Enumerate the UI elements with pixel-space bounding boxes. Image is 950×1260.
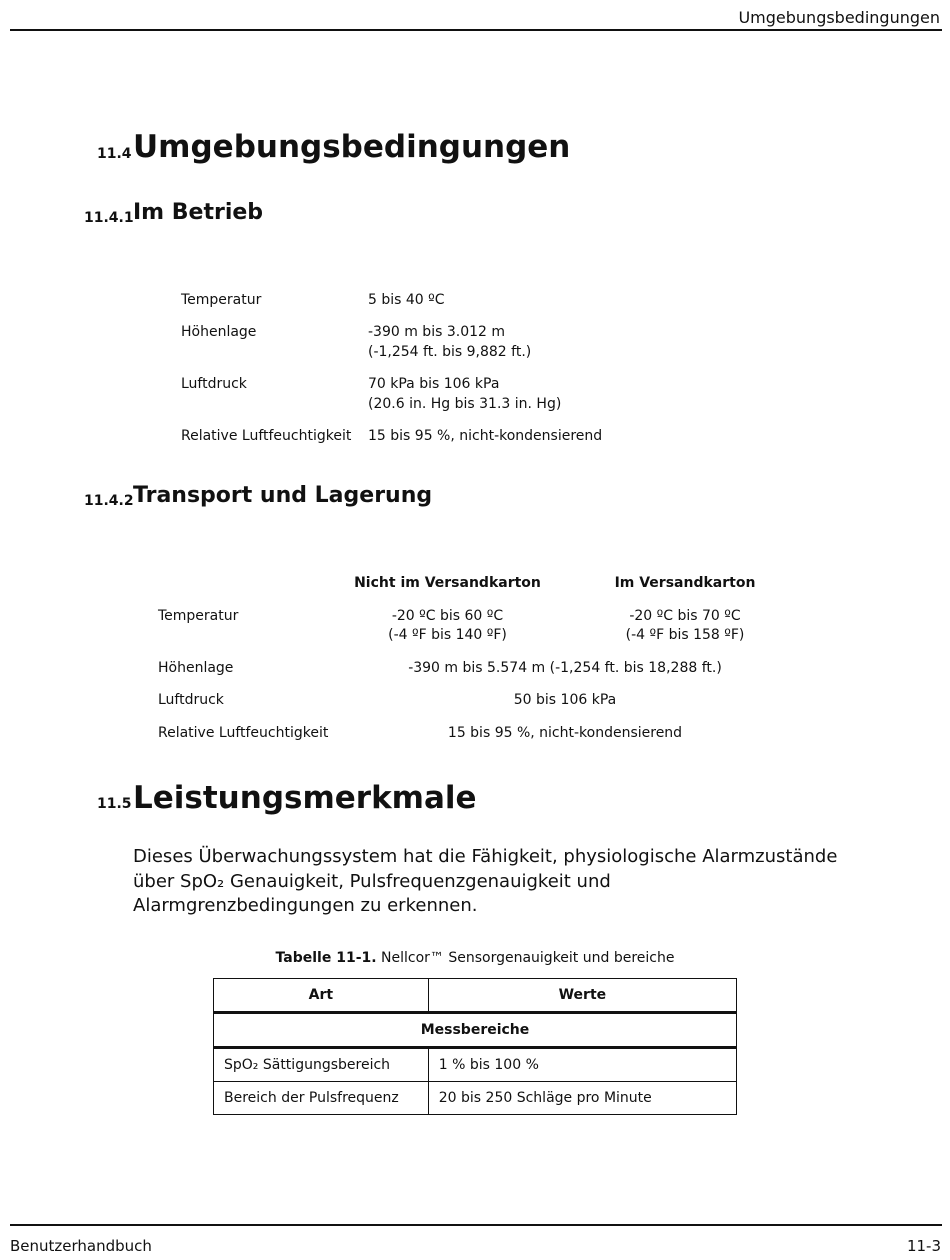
section-title-11-4-2: Transport und Lagerung (133, 483, 433, 508)
footer-manual-title: Benutzerhandbuch (10, 1237, 152, 1255)
storage-value: (-4 ºF bis 140 ºF) (388, 627, 507, 643)
storage-value-spanning: 50 bis 106 kPa (513, 692, 617, 708)
storage-value: -20 ºC bis 60 ºC (391, 608, 504, 624)
performance-paragraph (133, 845, 837, 919)
table-section-label: Messbereiche (214, 1013, 737, 1048)
section-number-11-4: 11.4 (97, 146, 132, 162)
storage-value-spanning: 15 bis 95 %, nicht-kondensierend (447, 725, 683, 741)
operating-label: Höhenlage (181, 324, 257, 340)
operating-label: Temperatur (181, 292, 262, 308)
storage-value-spanning: -390 m bis 5.574 m (-1,254 ft. bis 18,288 ft.) (408, 660, 722, 676)
storage-label-temperature: Temperatur (158, 608, 239, 624)
storage-value: (-4 ºF bis 158 ºF) (625, 627, 745, 643)
operating-label: Luftdruck (181, 376, 247, 392)
table-caption-label: Tabelle 11-1. (275, 950, 377, 966)
table-row (214, 1082, 737, 1115)
operating-value: -390 m bis 3.012 m (368, 324, 505, 340)
storage-label-pressure: Luftdruck (158, 692, 224, 708)
operating-value: 15 bis 95 %, nicht-kondensierend (368, 428, 603, 444)
running-head: Umgebungsbedingungen (738, 8, 940, 27)
table-caption-text: Nellcor™ Sensorgenauigkeit und bereiche (381, 950, 675, 966)
page-number: 11-3 (906, 1237, 941, 1255)
operating-value: 70 kPa bis 106 kPa (368, 376, 500, 392)
table-cell: Bereich der Pulsfrequenz (214, 1082, 429, 1115)
header-rule (10, 29, 942, 31)
table-row (214, 1048, 737, 1082)
column-header: Im Versandkarton (614, 575, 756, 591)
sensor-accuracy-table (213, 978, 737, 1115)
storage-label-altitude: Höhenlage (158, 660, 234, 676)
operating-value-secondary: (-1,254 ft. bis 9,882 ft.) (368, 344, 532, 360)
operating-value: 5 bis 40 ºC (368, 292, 445, 308)
paragraph-line: Dieses Überwachungssystem hat die Fähigkeit, physiologische Alarmzustände (133, 846, 838, 867)
table-cell: 20 bis 250 Schläge pro Minute (428, 1082, 736, 1115)
storage-value: -20 ºC bis 70 ºC (629, 608, 741, 624)
footer-rule (10, 1224, 942, 1226)
table-caption (213, 948, 737, 968)
paragraph-line: über SpO₂ Genauigkeit, Pulsfrequenzgenauigkeit und (133, 870, 611, 892)
table-header-werte: Werte (428, 979, 736, 1013)
section-title-11-5: Leistungsmerkmale (133, 780, 477, 816)
table-header-row (214, 979, 737, 1013)
section-number-11-4-1: 11.4.1 (84, 210, 134, 226)
table-cell: 1 % bis 100 % (428, 1048, 736, 1082)
section-title-11-4-1: Im Betrieb (133, 200, 264, 225)
section-number-11-4-2: 11.4.2 (84, 493, 134, 509)
column-header: Nicht im Versandkarton (354, 575, 541, 591)
storage-label-humidity: Relative Luftfeuchtigkeit (158, 725, 329, 741)
table-section-row (214, 1013, 737, 1048)
paragraph-line: Alarmgrenzbedingungen zu erkennen. (133, 895, 478, 916)
section-title-11-4: Umgebungsbedingungen (133, 129, 571, 165)
table-cell: SpO₂ Sättigungsbereich (214, 1048, 429, 1082)
section-number-11-5: 11.5 (97, 796, 132, 812)
operating-value-secondary: (20.6 in. Hg bis 31.3 in. Hg) (368, 396, 562, 412)
operating-label: Relative Luftfeuchtigkeit (181, 428, 352, 444)
table-header-art: Art (214, 979, 429, 1013)
